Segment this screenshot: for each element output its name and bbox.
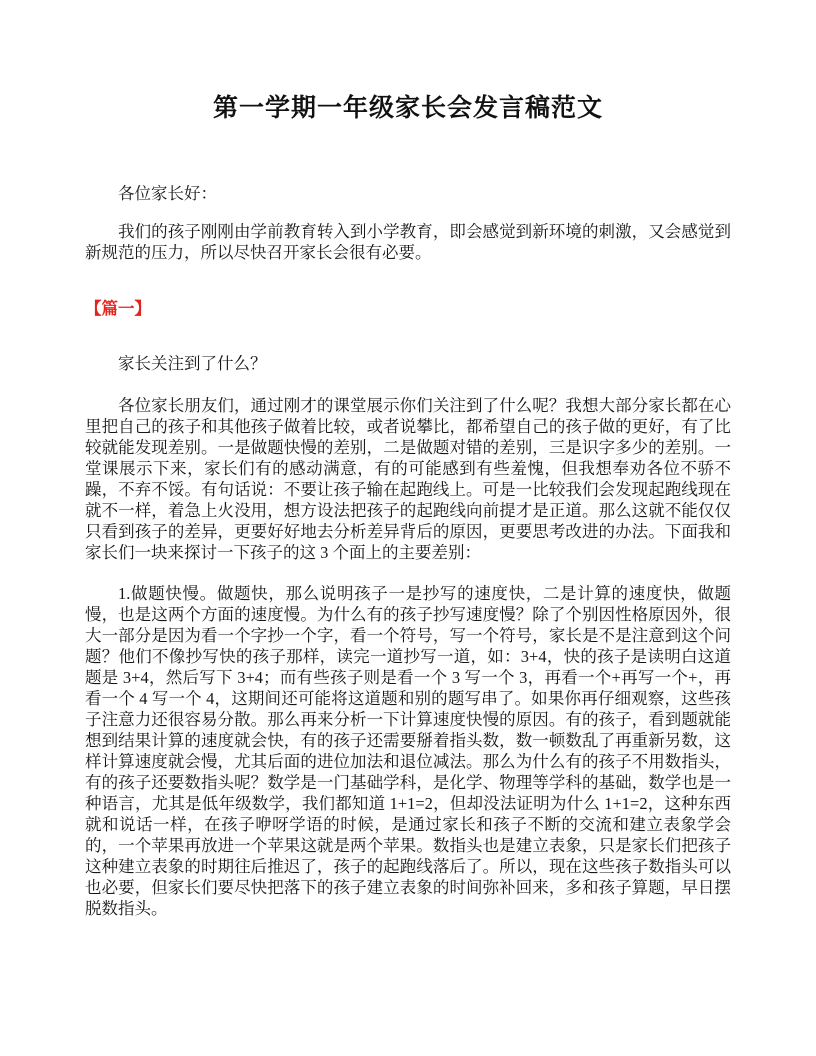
document-content: [0, 92, 816, 919]
document-title: 第一学期一年级家长会发言稿范文: [212, 95, 603, 122]
body-paragraph-2: 1.做题快慢。做题快，那么说明孩子一是抄写的速度快，二是计算的速度快，做题慢，也是这两个方面的速度慢。为什么有的孩子抄写速度慢？除了个别因性格原因外，很大一部分是因为看一个字抄一个字，看一个符号，写一个符号，家长是不是注意到这个问题？他们不像抄写快的孩子那样，读完一道抄写一道，如：3+4，快的孩子是读明白这道题是 3+4，然后写下 3+4；而有些孩子则是看一个 3 写一个 3，再看一个+再写一个+，再看一个 4 写一个 4，这期间还可能将这道题和别的题写串了。如果你再仔细观察，这些孩子注意力还很容易分散。那么再来分析一下计算速度快慢的原因。有的孩子，看到题就能想到结果计算的速度就会快，有的孩子还需要掰着指头数，数一顿数乱了再重新另数，这样计算速度就会慢，尤其后面的进位加法和退位减法。那么为什么有的孩子不用数指头，有的孩子还要数指头呢？数学是一门基础学科，是化学、物理等学科的基础，数学也是一种语言，尤其是低年级数学，我们都知道 1+1=2，但却没法证明为什么 1+1=2，这种东西就和说话一样，在孩子咿呀学语的时候，是通过家长和孩子不断的交流和建立表象学会的，一个苹果再放进一个苹果这就是两个苹果。数指头也是建立表象，只是家长们把孩子这种建立表象的时期往后推迟了，孩子的起跑线落后了。所以，现在这些孩子数指头可以也必要，但家长们要尽快把落下的孩子建立表象的时间弥补回来，多和孩子算题，早日摆脱数指头。: [85, 584, 731, 918]
intro-paragraph: 我们的孩子刚刚由学前教育转入到小学教育，即会感觉到新环境的刺激，又会感觉到新规范的压力，所以尽快召开家长会很有必要。: [85, 222, 731, 262]
body-paragraph-1: 各位家长朋友们，通过刚才的课堂展示你们关注到了什么呢？我想大部分家长都在心里把自己的孩子和其他孩子做着比较，或者说攀比，都希望自己的孩子做的更好，有了比较就能发现差别。一是做题快慢的差别，二是做题对错的差别，三是识字多少的差别。一堂课展示下来，家长们有的感动满意，有的可能感到有些羞愧，但我想奉劝各位不骄不躁，不弃不馁。有句话说：不要让孩子输在起跑线上。可是一比较我们会发现起跑线现在就不一样，着急上火没用，想方设法把孩子的起跑线向前提才是正道。那么这就不能仅仅只看到孩子的差异，更要好好地去分析差异背后的原因，更要思考改进的办法。下面我和家长们一块来探讨一下孩子的这 3 个面上的主要差别：: [85, 396, 731, 562]
greeting-paragraph: 各位家长好：: [118, 184, 217, 203]
question-paragraph: 家长关注到了什么？: [118, 354, 267, 373]
section-marker-part-one: 【篇一】: [85, 299, 151, 318]
